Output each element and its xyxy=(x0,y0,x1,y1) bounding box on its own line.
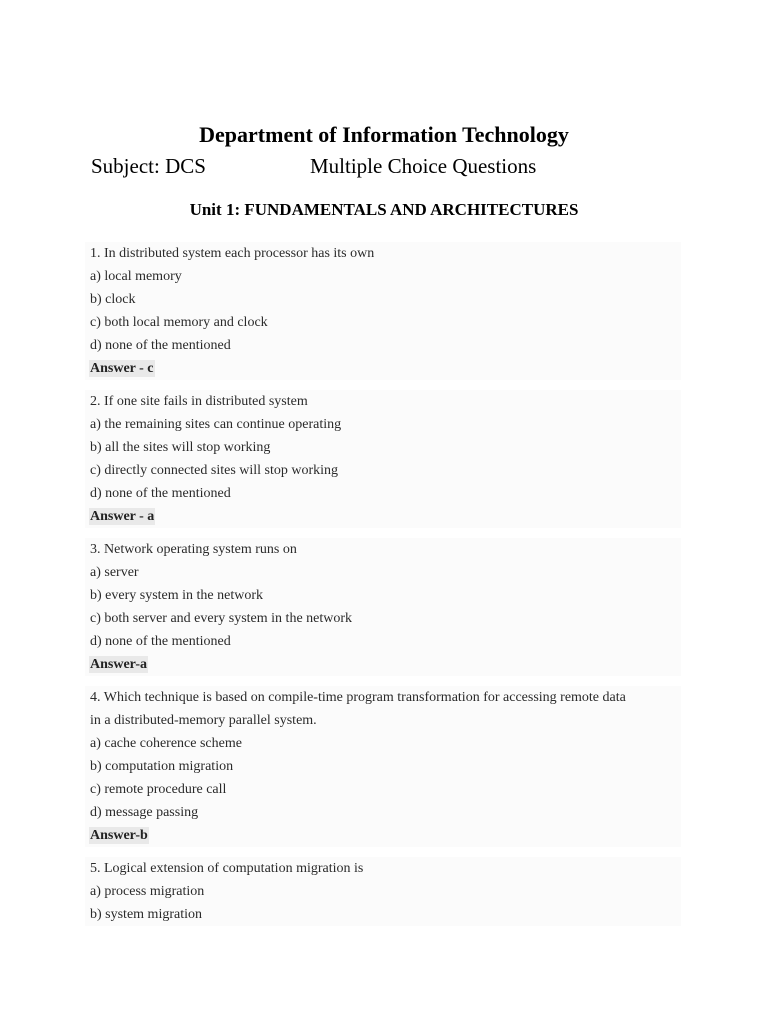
option-d: d) none of the mentioned xyxy=(85,630,681,653)
subject-line xyxy=(91,154,691,179)
option-d: d) message passing xyxy=(85,801,681,824)
question-text: 3. Network operating system runs on xyxy=(85,538,681,561)
option-c: c) both server and every system in the network xyxy=(85,607,681,630)
answer-line xyxy=(85,505,681,528)
option-a: a) the remaining sites can continue operating xyxy=(85,413,681,436)
option-b: b) all the sites will stop working xyxy=(85,436,681,459)
option-c: c) directly connected sites will stop working xyxy=(85,459,681,482)
answer-text: Answer-b xyxy=(90,828,148,843)
answer-line xyxy=(85,357,681,380)
answer-line xyxy=(85,824,681,847)
option-d: d) none of the mentioned xyxy=(85,482,681,505)
option-c: c) remote procedure call xyxy=(85,778,681,801)
questions-list xyxy=(85,242,681,926)
answer-text: Answer-a xyxy=(90,657,148,672)
option-b: b) every system in the network xyxy=(85,584,681,607)
question-block xyxy=(85,390,681,528)
option-a: a) process migration xyxy=(85,880,681,903)
option-a: a) cache coherence scheme xyxy=(85,732,681,755)
question-text-continued: in a distributed-memory parallel system. xyxy=(85,709,681,732)
answer-text: Answer - c xyxy=(90,361,154,376)
question-text: 4. Which technique is based on compile-time program transformation for accessing remote data xyxy=(85,686,681,709)
option-d: d) none of the mentioned xyxy=(85,334,681,357)
subject-label: Subject: DCS xyxy=(91,154,206,178)
question-text: 2. If one site fails in distributed system xyxy=(85,390,681,413)
question-block xyxy=(85,538,681,676)
unit-title: Unit 1: FUNDAMENTALS AND ARCHITECTURES xyxy=(189,200,579,219)
question-block xyxy=(85,686,681,847)
option-b: b) computation migration xyxy=(85,755,681,778)
question-text: 1. In distributed system each processor has its own xyxy=(85,242,681,265)
question-block xyxy=(85,242,681,380)
option-a: a) server xyxy=(85,561,681,584)
question-type-label: Multiple Choice Questions xyxy=(310,154,537,178)
option-b: b) system migration xyxy=(85,903,681,926)
department-title: Department of Information Technology xyxy=(199,122,569,147)
answer-text: Answer - a xyxy=(90,509,155,524)
option-b: b) clock xyxy=(85,288,681,311)
answer-line xyxy=(85,653,681,676)
question-text: 5. Logical extension of computation migration is xyxy=(85,857,681,880)
question-block xyxy=(85,857,681,926)
option-a: a) local memory xyxy=(85,265,681,288)
option-c: c) both local memory and clock xyxy=(85,311,681,334)
